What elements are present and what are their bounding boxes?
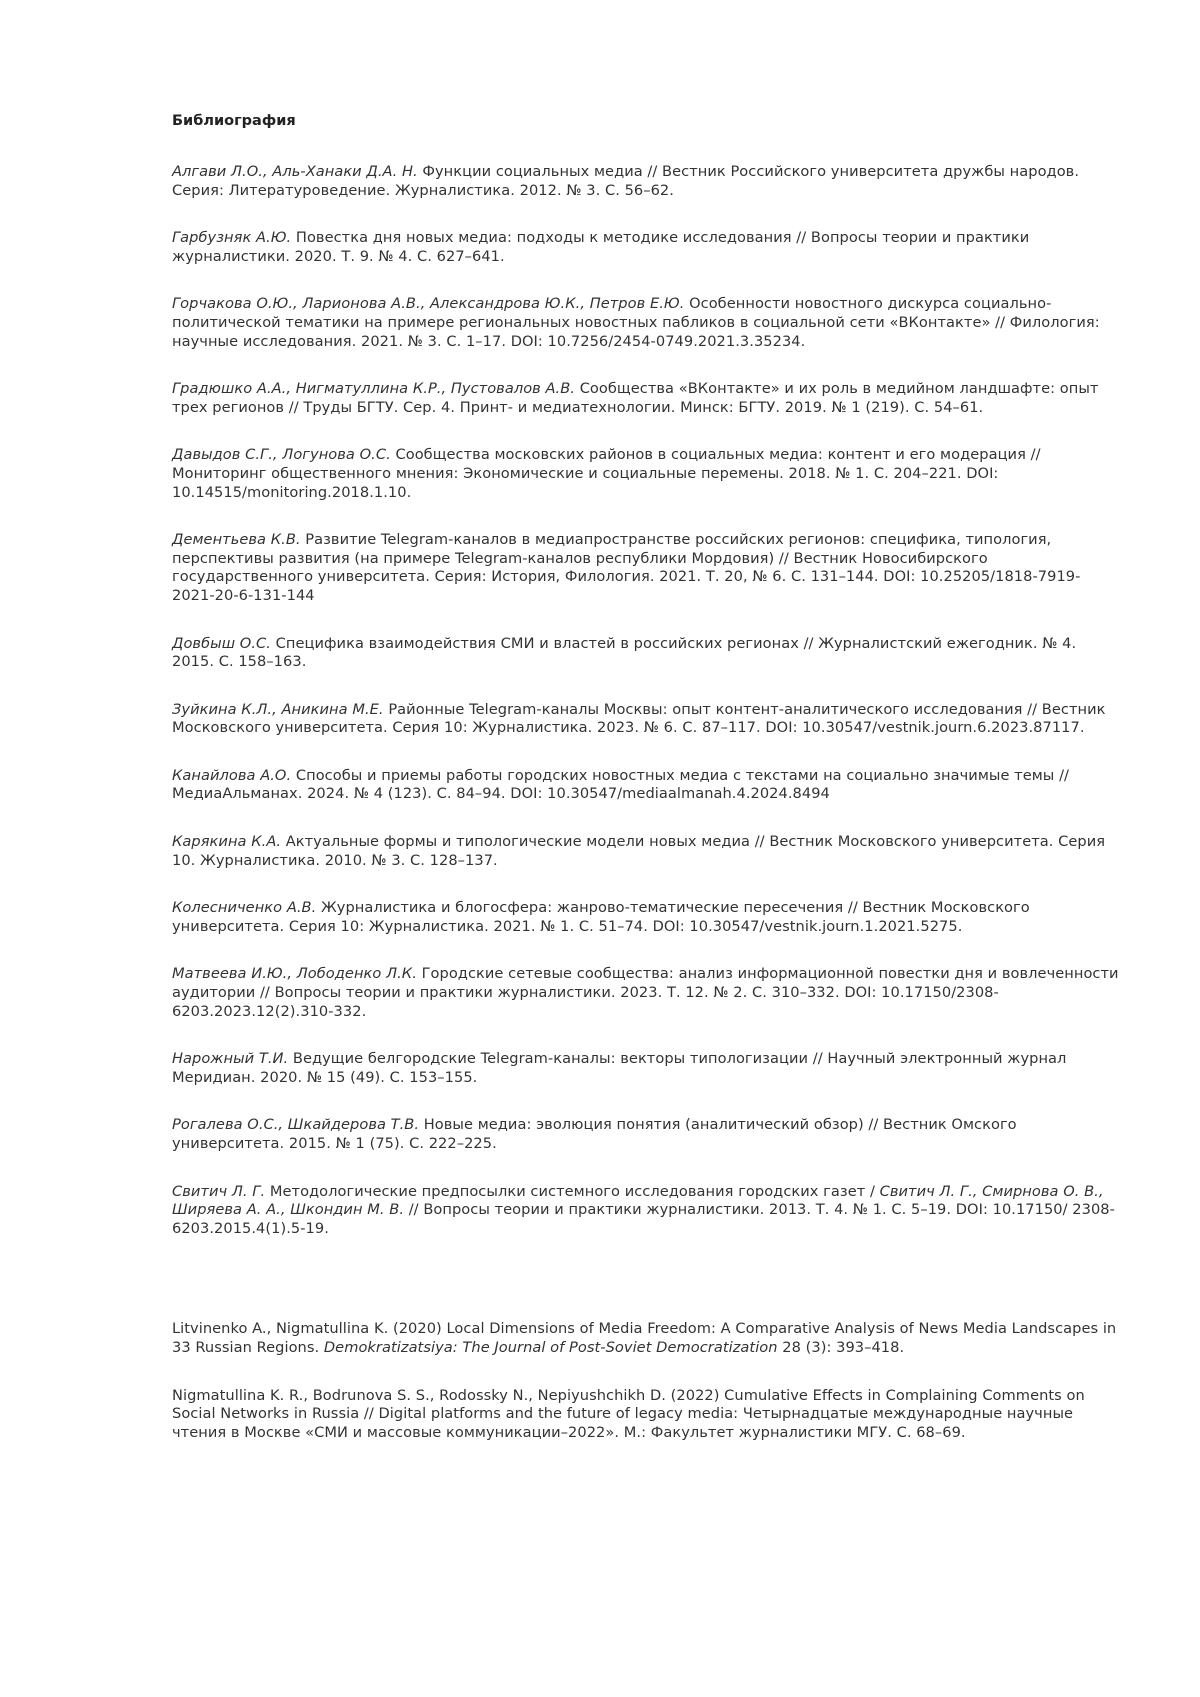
reference-entry bbox=[172, 1116, 1122, 1153]
reference-entry bbox=[172, 1050, 1122, 1087]
reference-entry bbox=[172, 380, 1122, 417]
reference-text: Специфика взаимодействия СМИ и властей в российских регионах // Журналистский ежегодник. № 4. 2015. С. 158–163. bbox=[172, 635, 1076, 671]
reference-authors: Нарожный Т.И. bbox=[172, 1050, 288, 1067]
reference-entry-latin bbox=[172, 1320, 1122, 1357]
reference-text: Журналистика и блогосфера: жанрово-тематические пересечения // Вестник Московского университета. Серия 10: Журналистика. 2021. № 1. С. 51–74. DOI: 10.30547/vestnik.journ.1.2021.5275. bbox=[172, 899, 1030, 935]
reference-authors: Зуйкина К.Л., Аникина М.Е. bbox=[172, 701, 384, 718]
reference-text: Городские сетевые сообщества: анализ информационной повестки дня и вовлеченности аудитории // Вопросы теории и практики журналистики. 2023. Т. 12. № 2. С. 310–332. DOI: 10.17150/2308-6203.2023.12(2).310-332. bbox=[172, 965, 1119, 1019]
reference-authors: Матвеева И.Ю., Лободенко Л.К. bbox=[172, 965, 417, 982]
reference-text: Методологические предпосылки системного исследования городских газет / bbox=[265, 1183, 879, 1200]
reference-entry bbox=[172, 446, 1122, 502]
reference-text: Особенности новостного дискурса социально-политической тематики на примере региональных новостных пабликов в социальной сети «ВКонтакте» // Филология: научные исследования. 2021. № 3. С. 1–17. DOI: 10.7256/2454-0749.2021.3.35234. bbox=[172, 295, 1100, 349]
bibliography-heading: Библиография bbox=[172, 112, 1122, 131]
reference-text: Способы и приемы работы городских новостных медиа с текстами на социально значимые темы // МедиаАльманах. 2024. № 4 (123). С. 84–94. DOI: 10.30547/mediaalmanah.4.2024.8494 bbox=[172, 767, 1069, 803]
reference-text: Новые медиа: эволюция понятия (аналитический обзор) // Вестник Омского университета. 2015. № 1 (75). С. 222–225. bbox=[172, 1116, 1017, 1152]
reference-authors: Довбыш О.С. bbox=[172, 635, 271, 652]
reference-authors: Дементьева К.В. bbox=[172, 531, 301, 548]
reference-entry bbox=[172, 295, 1122, 351]
reference-entry bbox=[172, 1183, 1122, 1239]
reference-authors: Давыдов С.Г., Логунова О.С. bbox=[172, 446, 391, 463]
reference-text: Сообщества «ВКонтакте» и их роль в медийном ландшафте: опыт трех регионов // Труды БГТУ. Сер. 4. Принт- и медиатехнологии. Минск: БГТУ. 2019. № 1 (219). С. 54–61. bbox=[172, 380, 1098, 416]
reference-text: Nigmatullina K. R., Bodrunova S. S., Rodossky N., Nepiyushchikh D. (2022) Cumulative Effects in Complaining Comments on Social Networks in Russia // Digital platforms and the future of legacy media: Четырнадцатые международные научные чтения в Москве «СМИ и массовые коммуникации–2022». М.: Факультет журналистики МГУ. С. 68–69. bbox=[172, 1387, 1085, 1441]
reference-authors: Градюшко А.А., Нигматуллина К.Р., Пустовалов А.В. bbox=[172, 380, 575, 397]
reference-entry bbox=[172, 229, 1122, 266]
reference-authors: Горчакова О.Ю., Ларионова А.В., Александрова Ю.К., Петров Е.Ю. bbox=[172, 295, 684, 312]
reference-text: Litvinenko A., Nigmatullina K. (2020) Local Dimensions of Media Freedom: A Comparative Analysis of News Media Landscapes in 33 Russian Regions. bbox=[172, 1320, 1116, 1356]
reference-entry bbox=[172, 833, 1122, 870]
reference-text: Функции социальных медиа // Вестник Российского университета дружбы народов. Серия: Литературоведение. Журналистика. 2012. № 3. С. 56–62. bbox=[172, 163, 1079, 199]
reference-authors: Карякина К.А. bbox=[172, 833, 281, 850]
reference-entry bbox=[172, 531, 1122, 605]
reference-editors: Свитич Л. Г., Смирнова О. В., Ширяева А. А., Шкондин М. В. bbox=[172, 1183, 1104, 1219]
reference-text: Районные Telegram-каналы Москвы: опыт контент-аналитического исследования // Вестник Московского университета. Серия 10: Журналистика. 2023. № 6. С. 87–117. DOI: 10.30547/vestnik.journ.6.2023.87117. bbox=[172, 701, 1106, 737]
reference-text: Ведущие белгородские Telegram-каналы: векторы типологизации // Научный электронный журнал Меридиан. 2020. № 15 (49). С. 153–155. bbox=[172, 1050, 1066, 1086]
reference-authors: Рогалева О.С., Шкайдерова Т.В. bbox=[172, 1116, 419, 1133]
reference-tail: // Вопросы теории и практики журналистики. 2013. Т. 4. № 1. С. 5–19. DOI: 10.17150/ 2308-6203.2015.4(1).5-19. bbox=[172, 1201, 1115, 1237]
section-gap bbox=[172, 1267, 1122, 1320]
reference-authors: Свитич Л. Г. bbox=[172, 1183, 265, 1200]
reference-text: Сообщества московских районов в социальных медиа: контент и его модерация // Мониторинг общественного мнения: Экономические и социальные перемены. 2018. № 1. С. 204–221. DOI: 10.14515/monitoring.2018.1.10. bbox=[172, 446, 1041, 500]
reference-entry bbox=[172, 965, 1122, 1021]
reference-entry bbox=[172, 635, 1122, 672]
reference-authors: Канайлова А.О. bbox=[172, 767, 291, 784]
bibliography-page bbox=[172, 112, 1122, 1471]
reference-authors: Колесниченко А.В. bbox=[172, 899, 316, 916]
reference-entry-latin bbox=[172, 1387, 1122, 1443]
reference-text: Развитие Telegram-каналов в медиапространстве российских регионов: специфика, типология, перспективы развития (на примере Telegram-каналов республики Мордовия) // Вестник Новосибирского государственного университета. Серия: История, Филология. 2021. Т. 20, № 6. С. 131–144. DOI: 10.25205/1818-7919-2021-20-6-131-144 bbox=[172, 531, 1080, 604]
reference-authors: Гарбузняк А.Ю. bbox=[172, 229, 291, 246]
reference-entry bbox=[172, 163, 1122, 200]
reference-tail: 28 (3): 393–418. bbox=[778, 1339, 905, 1356]
reference-authors: Алгави Л.О., Аль-Ханаки Д.А. Н. bbox=[172, 163, 418, 180]
reference-text: Повестка дня новых медиа: подходы к методике исследования // Вопросы теории и практики журналистики. 2020. Т. 9. № 4. С. 627–641. bbox=[172, 229, 1029, 265]
reference-entry bbox=[172, 701, 1122, 738]
reference-text: Актуальные формы и типологические модели новых медиа // Вестник Московского университета. Серия 10. Журналистика. 2010. № 3. С. 128–137. bbox=[172, 833, 1105, 869]
reference-journal: Demokratizatsiya: The Journal of Post-Soviet Democratization bbox=[324, 1339, 778, 1356]
reference-entry bbox=[172, 767, 1122, 804]
reference-entry bbox=[172, 899, 1122, 936]
